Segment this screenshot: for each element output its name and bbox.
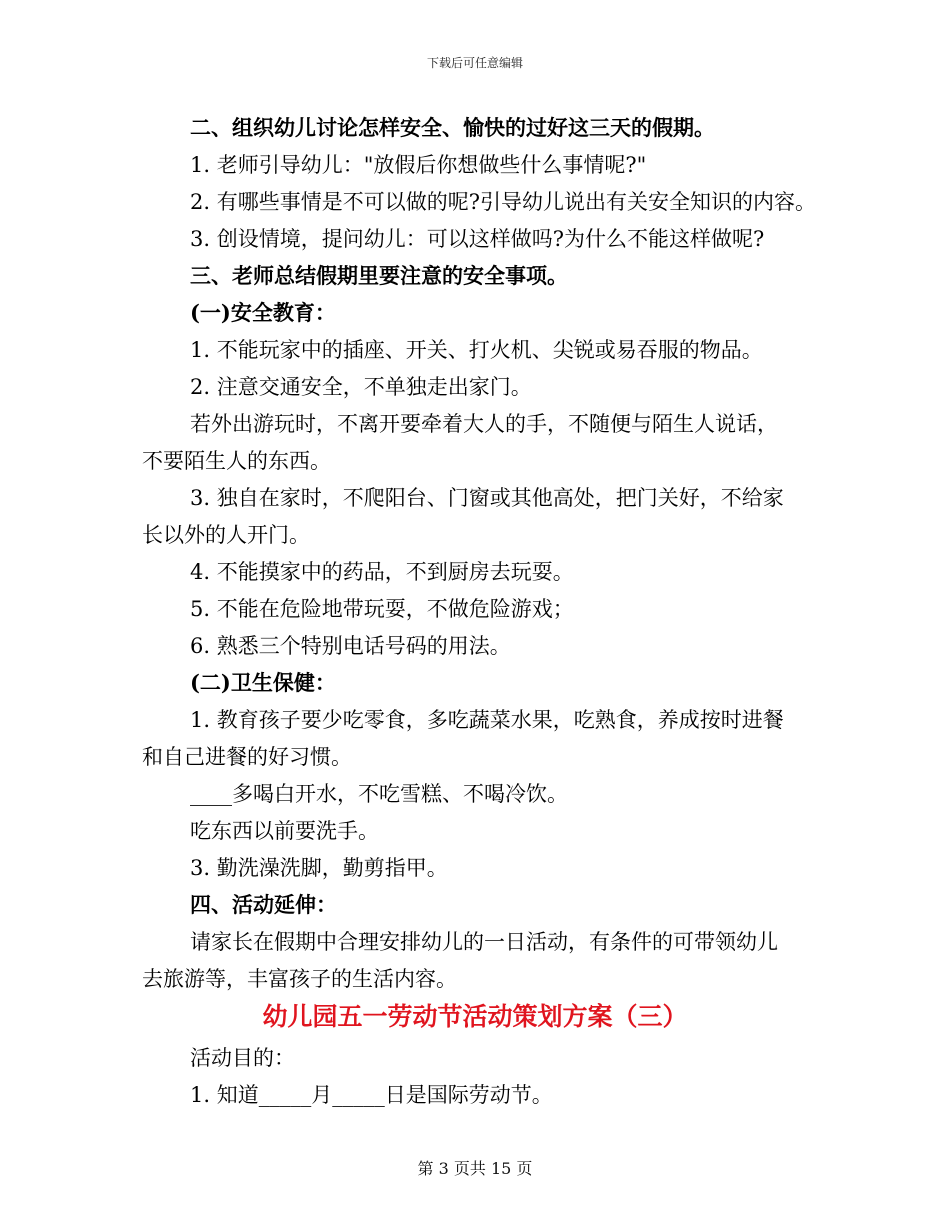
paragraph-line: 请家长在假期中合理安排幼儿的一日活动，有条件的可带领幼儿: [190, 930, 778, 954]
paragraph-line: 3. 独自在家时，不爬阳台、门窗或其他高处，把门关好，不给家: [190, 486, 784, 510]
paragraph-line: ____多喝白开水，不吃雪糕、不喝冷饮。: [190, 782, 568, 806]
paragraph-line: 4. 不能摸家中的药品，不到厨房去玩耍。: [190, 560, 574, 584]
paragraph-line: 3. 创设情境，提问幼儿：可以这样做吗?为什么不能这样做呢?: [190, 227, 765, 251]
paragraph-line: 2. 注意交通安全，不单独走出家门。: [190, 375, 532, 399]
paragraph-line: 3. 勤洗澡洗脚，勤剪指甲。: [190, 856, 448, 880]
paragraph-line: 1. 教育孩子要少吃零食，多吃蔬菜水果，吃熟食，养成按时进餐: [190, 708, 784, 732]
page-number: 第 3 页共 15 页: [417, 1159, 533, 1178]
paragraph-line: 不要陌生人的东西。: [142, 449, 331, 473]
section-title: 幼儿园五一劳动节活动策划方案（三）: [262, 1002, 688, 1031]
paragraph-line: 1. 不能玩家中的插座、开关、打火机、尖锐或易吞服的物品。: [190, 338, 763, 362]
paragraph-line: 2. 有哪些事情是不可以做的呢?引导幼儿说出有关安全知识的内容。: [190, 190, 816, 214]
subheading-hygiene: (二)卫生保健：: [190, 670, 336, 695]
heading-discussion: 二、组织幼儿讨论怎样安全、愉快的过好这三天的假期。: [190, 115, 715, 140]
subheading-safety-education: (一)安全教育：: [190, 300, 336, 325]
paragraph-line: 活动目的：: [190, 1046, 295, 1070]
paragraph-line: 吃东西以前要洗手。: [190, 819, 379, 843]
heading-safety-summary: 三、老师总结假期里要注意的安全事项。: [190, 263, 568, 288]
paragraph-line: 1. 老师引导幼儿："放假后你想做些什么事情呢?": [190, 153, 647, 177]
paragraph-line: 和自己进餐的好习惯。: [142, 745, 352, 769]
paragraph-line: 6. 熟悉三个特别电话号码的用法。: [190, 634, 511, 658]
paragraph-line: 去旅游等，丰富孩子的生活内容。: [142, 967, 457, 991]
header-note: 下载后可任意编辑: [426, 56, 523, 70]
paragraph-line: 1. 知道_____月_____日是国际劳动节。: [190, 1083, 553, 1107]
paragraph-line: 5. 不能在危险地带玩耍，不做危险游戏；: [190, 597, 574, 621]
heading-activity-extension: 四、活动延伸：: [190, 892, 337, 917]
paragraph-line: 长以外的人开门。: [142, 523, 310, 547]
paragraph-line: 若外出游玩时，不离开要牵着大人的手，不随便与陌生人说话，: [190, 412, 778, 436]
